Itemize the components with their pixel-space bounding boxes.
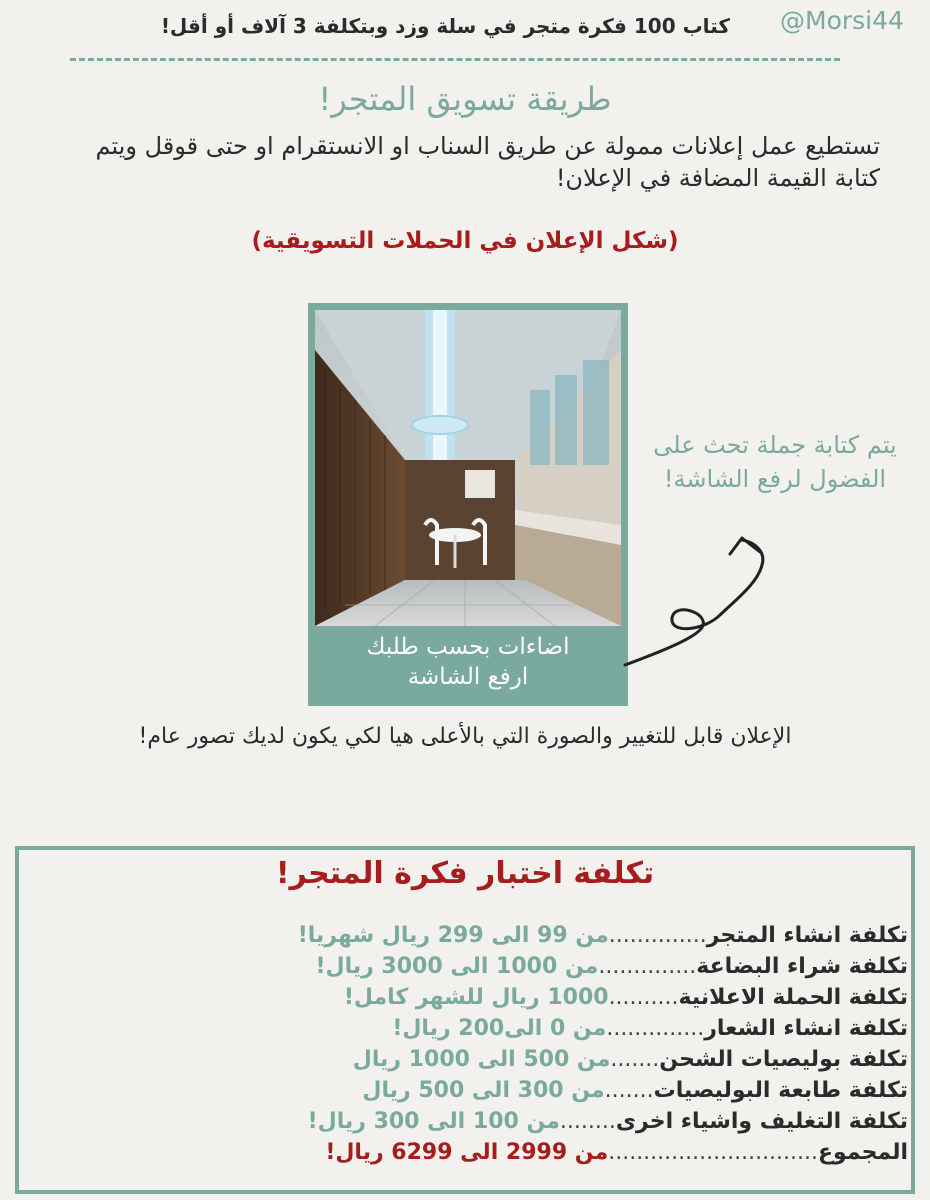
cost-row (28, 1075, 908, 1106)
ad-overlay-text (308, 632, 628, 692)
side-note: يتم كتابة جملة تحث على الفضول لرفع الشاشة! (653, 431, 897, 493)
cost-value: من 1000 الى 3000 ريال! (315, 954, 599, 979)
cost-value: من 2999 الى 6299 ريال! (325, 1140, 609, 1165)
curly-arrow-icon (620, 520, 780, 680)
cost-row (28, 1106, 908, 1137)
cost-dots: ....... (604, 1078, 654, 1103)
cost-row (28, 982, 908, 1013)
cost-value: من 100 الى 300 ريال! (307, 1109, 560, 1134)
ad-overlay-line-1: اضاءات بحسب طلبك (366, 634, 570, 660)
cost-label: تكلفة شراء البضاعة (696, 954, 908, 979)
cost-row (28, 1137, 908, 1168)
author-handle[interactable]: @Morsi44 (780, 6, 904, 35)
cost-dots: .............................. (608, 1140, 819, 1165)
cost-value: من 0 الى200 ريال! (392, 1016, 607, 1041)
cost-dots: .............. (606, 1016, 705, 1041)
ad-overlay-line-2: ارفع الشاشة (407, 664, 529, 690)
cost-value: 1000 ريال للشهر كامل! (343, 985, 609, 1010)
cost-dots: .............. (608, 923, 707, 948)
cost-list (28, 920, 908, 1168)
cost-row (28, 920, 908, 951)
cost-value: من 99 الى 299 ريال شهريا! (297, 923, 609, 948)
cost-dots: ....... (610, 1047, 660, 1072)
cost-label: تكلفة طابعة البوليصيات (653, 1078, 908, 1103)
cost-value: من 300 الى 500 ريال (362, 1078, 605, 1103)
section-title: طريقة تسويق المتجر! (318, 80, 612, 118)
cost-label: تكلفة بوليصيات الشحن (659, 1047, 908, 1072)
cost-label: تكلفة الحملة الاعلانية (678, 985, 908, 1010)
cost-row (28, 1013, 908, 1044)
intro-paragraph: تستطيع عمل إعلانات ممولة عن طريق السناب او الانستقرام او حتى قوقل ويتم كتابة القيمة المضافة في الإعلان! (95, 132, 880, 192)
book-title: كتاب 100 فكرة متجر في سلة وزد وبتكلفة 3 آلاف أو أقل! (160, 14, 730, 38)
dashed-divider (70, 58, 840, 61)
cost-label: المجموع (818, 1140, 908, 1165)
cost-row (28, 951, 908, 982)
cost-value: من 500 الى 1000 ريال (352, 1047, 611, 1072)
ad-caption: (شكل الإعلان في الحملات التسويقية) (251, 228, 679, 254)
cost-row (28, 1044, 908, 1075)
cost-dots: .............. (598, 954, 697, 979)
ad-note: الإعلان قابل للتغيير والصورة التي بالأعلى هيا لكي يكون لديك تصور عام! (138, 724, 792, 749)
cost-label: تكلفة انشاء المتجر (706, 923, 908, 948)
cost-title: تكلفة اختبار فكرة المتجر! (275, 856, 655, 891)
cost-label: تكلفة التغليف واشياء اخرى (615, 1109, 908, 1134)
kitchen-photo (315, 310, 621, 626)
cost-dots: .......... (608, 985, 679, 1010)
cost-dots: ........ (559, 1109, 616, 1134)
cost-label: تكلفة انشاء الشعار (704, 1016, 908, 1041)
